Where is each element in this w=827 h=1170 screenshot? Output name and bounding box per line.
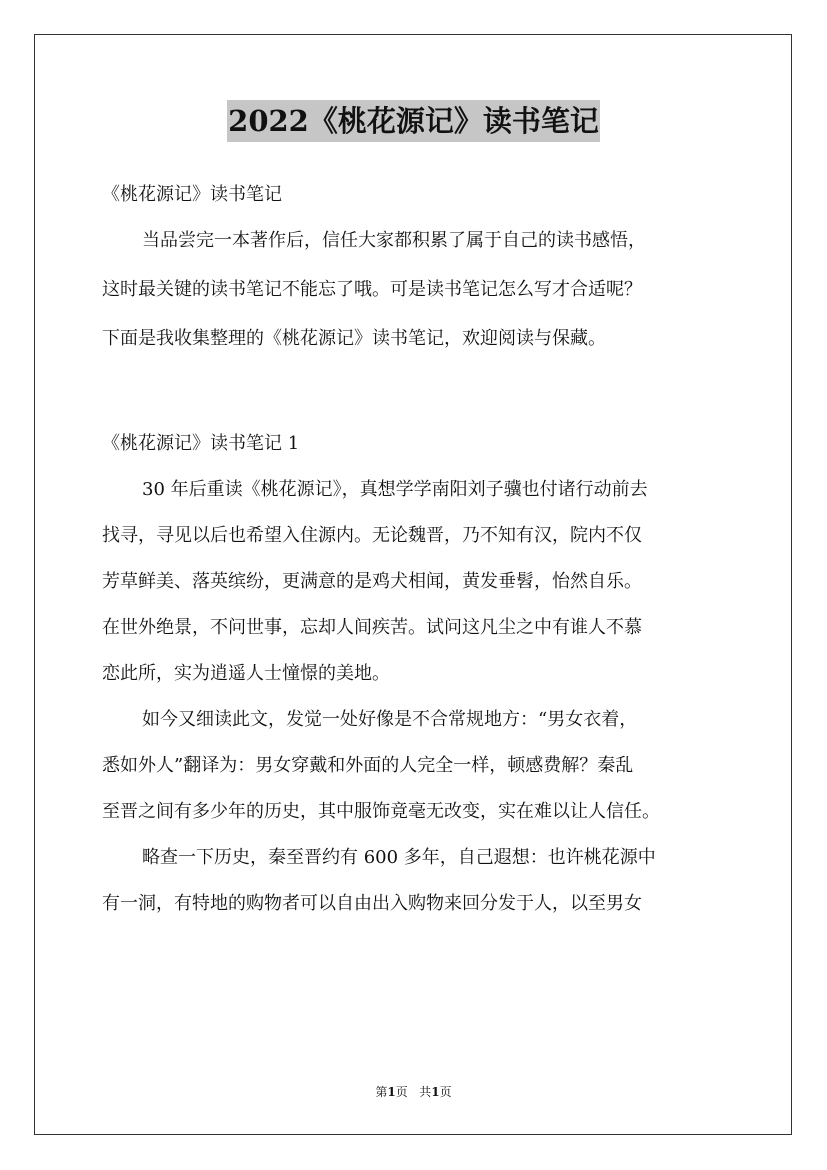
paragraph-line: 在世外绝景，不问世事，忘却人间疾苦。试问这凡尘之中有谁人不慕 (102, 617, 642, 638)
total-suffix: 页 (439, 1085, 452, 1099)
paragraph-line: 有一洞，有特地的购物者可以自由出入购物来回分发于人，以至男女 (102, 893, 642, 914)
paragraph-line: 芳草鲜美、落英缤纷，更满意的是鸡犬相闻，黄发垂髫，怡然自乐。 (102, 571, 642, 592)
total-prefix: 共 (419, 1085, 432, 1099)
page-footer (0, 1083, 827, 1101)
intro-heading: 《桃花源记》读书笔记 (102, 184, 282, 205)
page-number: 1 (387, 1085, 396, 1099)
total-pages: 1 (431, 1085, 440, 1099)
section-heading: 《桃花源记》读书笔记 1 (102, 433, 300, 454)
paragraph-line: 找寻，寻见以后也希望入住源内。无论魏晋，乃不知有汉，院内不仅 (102, 525, 642, 546)
page-suffix: 页 (395, 1085, 408, 1099)
intro-line: 当品尝完一本著作后，信任大家都积累了属于自己的读书感悟， (142, 230, 646, 251)
paragraph-line: 至晋之间有多少年的历史，其中服饰竟毫无改变，实在难以让人信任。 (102, 801, 660, 822)
intro-line: 下面是我收集整理的《桃花源记》读书笔记，欢迎阅读与保藏。 (102, 328, 606, 349)
document-title: 2022《桃花源记》读书笔记 (227, 100, 600, 142)
intro-line: 这时最关键的读书笔记不能忘了哦。可是读书笔记怎么写才合适呢？ (102, 279, 642, 300)
paragraph-line: 30 年后重读《桃花源记》，真想学学南阳刘子骥也付诸行动前去 (142, 479, 648, 500)
paragraph-line: 恋此所，实为逍遥人士憧憬的美地。 (102, 663, 390, 684)
paragraph-line: 如今又细读此文，发觉一处好像是不合常规地方：“男女衣着， (142, 709, 638, 730)
page-prefix: 第 (375, 1085, 388, 1099)
title-container (0, 100, 827, 142)
paragraph-line: 悉如外人”翻译为：男女穿戴和外面的人完全一样，顿感费解？秦乱 (102, 755, 634, 776)
paragraph-line: 略查一下历史，秦至晋约有 600 多年，自己遐想：也许桃花源中 (142, 847, 656, 868)
document-body (102, 176, 742, 922)
